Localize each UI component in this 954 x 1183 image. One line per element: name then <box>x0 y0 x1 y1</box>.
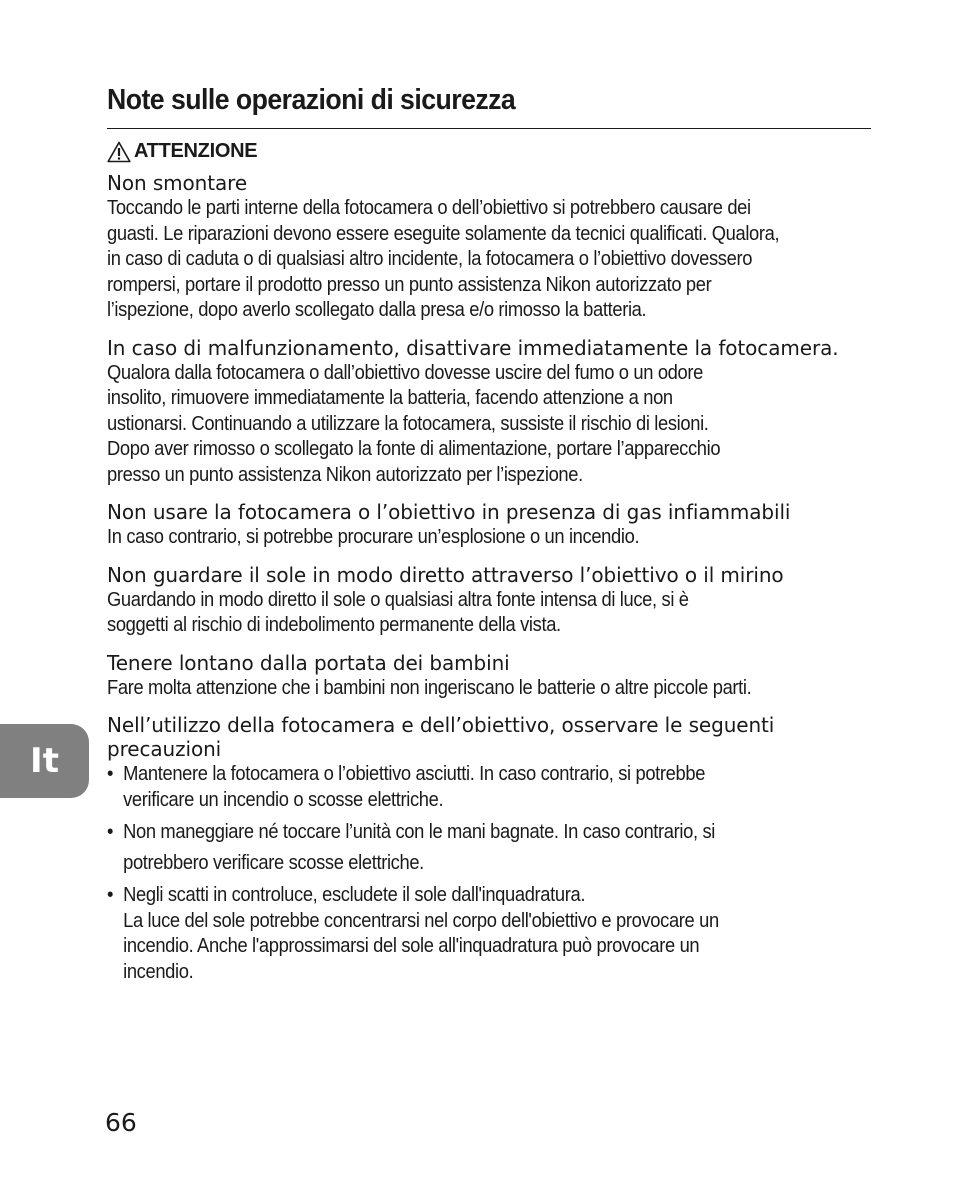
bullet-line: verificare un incendio o scosse elettriche. <box>123 787 444 811</box>
body-line: ustionarsi. Continuando a utilizzare la fotocamera, sussiste il rischio di lesioni. <box>107 411 709 435</box>
section-flammable-gas <box>107 500 872 550</box>
body-line: soggetti al rischio di indebolimento permanente della vista. <box>107 613 561 636</box>
bullet-line: incendio. Anche l'approssimarsi del sole all'inquadratura può provocare un <box>123 934 700 957</box>
section-heading: In caso di malfunzionamento, disattivare immediatamente la fotocamera. <box>107 335 839 360</box>
bullet-line: La luce del sole potrebbe concentrarsi nel corpo dell'obiettivo e provocare un <box>123 908 719 932</box>
bullet-line: incendio. <box>123 959 194 983</box>
body-line: Qualora dalla fotocamera o dall’obiettivo dovesse uscire del fumo o un odore <box>107 360 703 384</box>
section-body <box>107 675 877 701</box>
body-line: rompersi, portare il prodotto presso un punto assistenza Nikon autorizzato per <box>107 272 712 296</box>
warning-label: ATTENZIONE <box>134 140 258 162</box>
body-line: In caso contrario, si potrebbe procurare un’esplosione o un incendio. <box>107 525 640 548</box>
body-line: presso un punto assistenza Nikon autorizzato per l’ispezione. <box>107 462 583 486</box>
body-line: Fare molta attenzione che i bambini non ingeriscano le batterie o altre piccole parti. <box>107 675 752 699</box>
warning-header <box>107 140 257 163</box>
section-do-not-disassemble <box>107 171 872 323</box>
section-heading: Nell’utilizzo della fotocamera e dell’obiettivo, osservare le seguenti precauzioni <box>107 713 775 761</box>
section-body <box>107 587 877 638</box>
body-line: Dopo aver rimosso o scollegato la fonte di alimentazione, portare l’apparecchio <box>107 437 721 460</box>
bullet-marker: • <box>107 762 114 785</box>
bullet-line: Negli scatti in controluce, escludete il sole dall'inquadratura. <box>123 883 586 906</box>
safety-content <box>107 171 872 997</box>
body-line: l’ispezione, dopo averlo scollegato dalla presa e/o rimosso la batteria. <box>107 298 647 321</box>
body-line: in caso di caduta o di qualsiasi altro incidente, la fotocamera o l’obiettivo dovessero <box>107 247 753 270</box>
list-item <box>107 882 893 984</box>
bullet-marker: • <box>107 820 114 843</box>
section-body <box>107 195 877 323</box>
warning-triangle-icon <box>107 141 131 163</box>
body-line: Guardando in modo diretto il sole o qualsiasi altra fonte intensa di luce, si è <box>107 587 689 611</box>
body-line: Toccando le parti interne della fotocamera o dell’obiettivo si potrebbero causare dei <box>107 196 751 219</box>
section-body <box>107 360 877 488</box>
bullet-line: Non maneggiare né toccare l’unità con le mani bagnate. In caso contrario, si <box>123 820 715 843</box>
section-sun-viewfinder <box>107 563 872 638</box>
body-line: insolito, rimuovere immediatamente la batteria, facendo attenzione a non <box>107 386 673 409</box>
list-item <box>107 816 893 878</box>
page-title: Note sulle operazioni di sicurezza <box>107 84 516 116</box>
bullet-line: Mantenere la fotocamera o l’obiettivo asciutti. In caso contrario, si potrebbe <box>123 762 706 785</box>
section-body <box>107 524 877 550</box>
page-number: 66 <box>105 1108 137 1137</box>
section-precautions <box>107 713 872 984</box>
bullet-marker: • <box>107 883 114 906</box>
section-heading: Tenere lontano dalla portata dei bambini <box>107 650 510 675</box>
section-heading: Non smontare <box>107 171 248 195</box>
list-item <box>107 761 893 812</box>
precautions-list <box>107 761 872 984</box>
section-malfunction <box>107 336 872 488</box>
section-children <box>107 651 872 701</box>
body-line: guasti. Le riparazioni devono essere eseguite solamente da tecnici qualificati. Qualora, <box>107 221 780 245</box>
title-divider <box>107 128 871 129</box>
section-heading: Non guardare il sole in modo diretto attraverso l’obiettivo o il mirino <box>107 562 784 587</box>
section-heading: Non usare la fotocamera o l’obiettivo in presenza di gas infiammabili <box>107 500 791 524</box>
bullet-line: potrebbero verificare scosse elettriche. <box>123 851 424 874</box>
language-tab: It <box>0 724 89 798</box>
